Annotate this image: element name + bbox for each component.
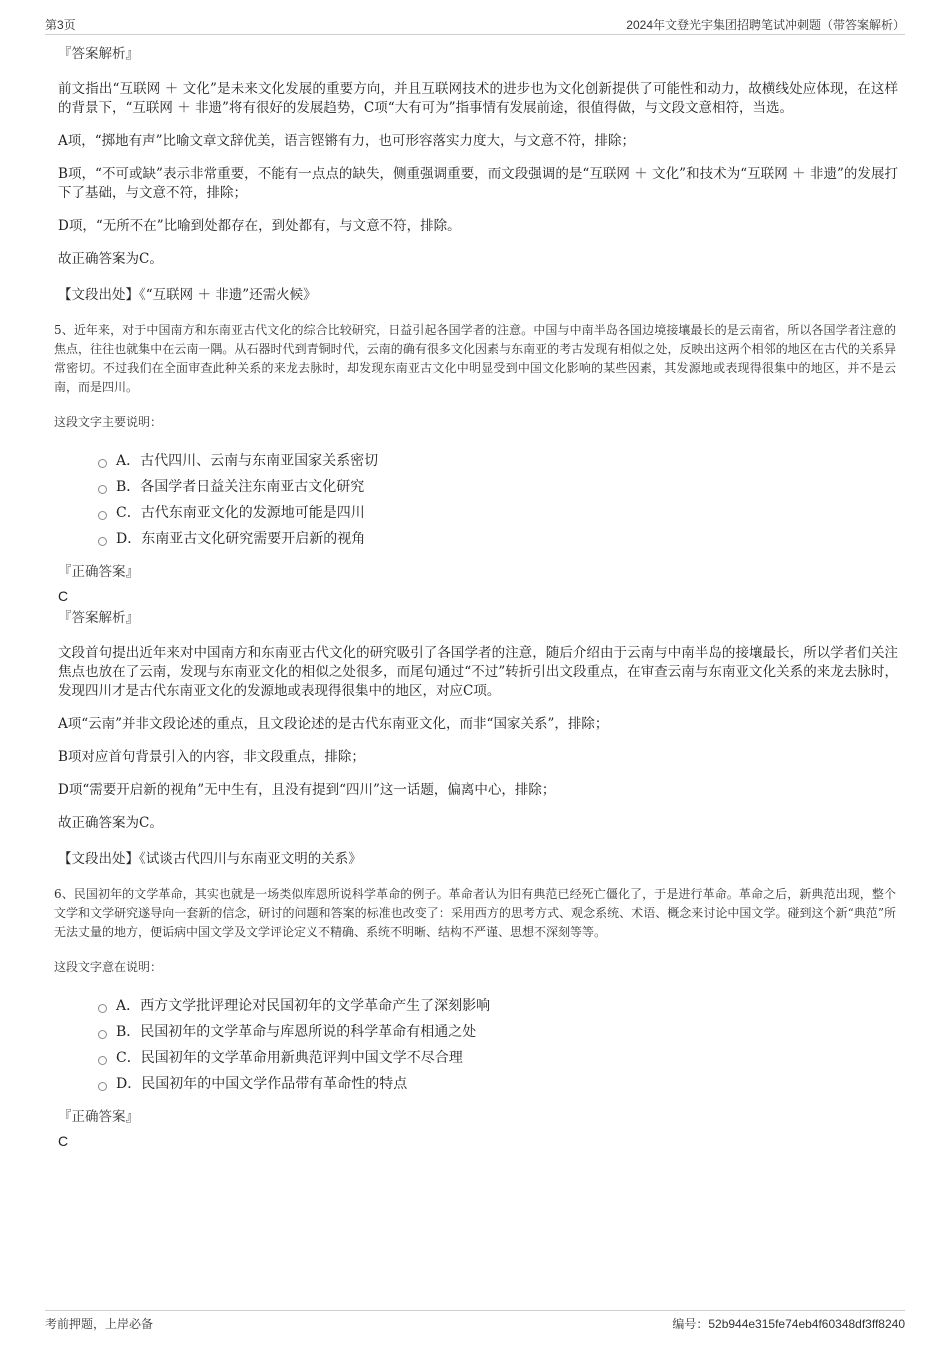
- question-5-options: [58, 448, 898, 552]
- passage-source: 【文段出处】《“互联网 ＋ 非遗”还需火候》: [58, 287, 317, 303]
- analysis-paragraph: 文段首句提出近年来对中国南方和东南亚古代文化的研究吸引了各国学者的注意，随后介绍由于云南与中南半岛的接壤最长，所以学者们关注焦点也放在了云南，发现与东南亚文化的相似之处很多，而尾句通过“不过”转折引出文段重点，在审查云南与东南亚文化关系的来龙去脉时，发现四川才是古代东南亚文化的发源地或表现得很集中的地区，对应C项。: [58, 645, 898, 699]
- analysis-paragraph: A项，“掷地有声”比喻文章文辞优美，语言铿锵有力，也可形容落实力度大，与文意不符，排除；: [58, 133, 636, 149]
- correct-answer: C: [58, 1133, 69, 1149]
- option-label: B．民国初年的文学革命与库恩所说的科学革命有相通之处: [116, 1024, 477, 1040]
- correct-answer: C: [58, 588, 69, 604]
- radio-icon[interactable]: [98, 537, 107, 546]
- option-label: C．民国初年的文学革命用新典范评判中国文学不尽合理: [116, 1050, 463, 1066]
- page-header: [45, 14, 905, 35]
- option-label: A．西方文学批评理论对民国初年的文学革命产生了深刻影响: [116, 998, 491, 1014]
- analysis-paragraph: 前文指出“互联网 ＋ 文化”是未来文化发展的重要方向，并且互联网技术的进步也为文化创新提供了可能性和动力，故横线处应体现，在这样的背景下，“互联网 ＋ 非遗”将有很好的发展趋势，C项“大有可为”指事情有发展前途，很值得做，与文段文意相符，当选。: [58, 81, 898, 116]
- analysis-title: 『答案解析』: [58, 46, 139, 62]
- option-label: D．民国初年的中国文学作品带有革命性的特点: [116, 1076, 408, 1092]
- option-c[interactable]: [58, 500, 898, 526]
- correct-answer-title: 『正确答案』: [58, 564, 139, 580]
- analysis-title: 『答案解析』: [58, 610, 139, 626]
- option-label: B．各国学者日益关注东南亚古文化研究: [116, 479, 365, 495]
- radio-icon[interactable]: [98, 1082, 107, 1091]
- radio-icon[interactable]: [98, 485, 107, 494]
- radio-icon[interactable]: [98, 1030, 107, 1039]
- option-c[interactable]: [58, 1045, 898, 1071]
- footer-slogan: 考前押题，上岸必备: [45, 1317, 154, 1331]
- analysis-paragraph: B项，“不可或缺”表示非常重要，不能有一点点的缺失，侧重强调重要，而文段强调的是“互联网 ＋ 文化”和技术为“互联网 ＋ 非遗”的发展打下了基础，与文意不符，排除；: [58, 166, 898, 201]
- analysis-paragraph: D项“需要开启新的视角”无中生有，且没有提到“四川”这一话题，偏离中心，排除；: [58, 782, 556, 798]
- option-label: A．古代四川、云南与东南亚国家关系密切: [116, 453, 379, 469]
- page-content: [54, 44, 898, 1153]
- question-6-text: 6、民国初年的文学革命，其实也就是一场类似库恩所说科学革命的例子。革命者认为旧有典范已经死亡僵化了，于是进行革命。革命之后，新典范出现，整个文学和文学研究遂导向一套新的信念，研讨的问题和答案的标准也改变了：采用西方的思考方式、观念系统、术语、概念来讨论中国文学。碰到这个新“典范”所无法丈量的地方，便诟病中国文学及文学评论定义不精确、系统不明晰、结构不严谨、思想不深刻等等。: [54, 887, 896, 939]
- passage-source: 【文段出处】《试谈古代四川与东南亚文明的关系》: [58, 851, 362, 867]
- analysis-paragraph: 故正确答案为C。: [58, 251, 163, 267]
- radio-icon[interactable]: [98, 1004, 107, 1013]
- analysis-paragraph: D项，“无所不在”比喻到处都存在，到处都有，与文意不符，排除。: [58, 218, 461, 234]
- analysis-paragraph: B项对应首句背景引入的内容，非文段重点，排除；: [58, 749, 365, 765]
- correct-answer-title: 『正确答案』: [58, 1109, 139, 1125]
- question-5-text: 5、近年来，对于中国南方和东南亚古代文化的综合比较研究，日益引起各国学者的注意。中国与中南半岛各国边境接壤最长的是云南省，所以各国学者注意的焦点，往往也就集中在云南一隅。从石器时代到青铜时代，云南的确有很多文化因素与东南亚的考古发现有相似之处，反映出这两个相邻的地区在古代的关系异常密切。不过我们在全面审查此种关系的来龙去脉时，却发现东南亚古文化中明显受到中国文化影响的某些因素，其发源地或表现得很集中的地区，并不是云南，而是四川。: [54, 323, 896, 394]
- option-d[interactable]: [58, 1071, 898, 1097]
- option-label: C．古代东南亚文化的发源地可能是四川: [116, 505, 365, 521]
- radio-icon[interactable]: [98, 1056, 107, 1065]
- document-title: 2024年文登光宇集团招聘笔试冲刺题（带答案解析）: [626, 18, 905, 32]
- question-5-prompt: 这段文字主要说明：: [54, 415, 163, 429]
- analysis-paragraph: 故正确答案为C。: [58, 815, 163, 831]
- option-a[interactable]: [58, 448, 898, 474]
- question-6-prompt: 这段文字意在说明：: [54, 960, 163, 974]
- option-b[interactable]: [58, 474, 898, 500]
- option-label: D．东南亚古文化研究需要开启新的视角: [116, 531, 366, 547]
- analysis-paragraph: A项“云南”并非文段论述的重点，且文段论述的是古代东南亚文化，而非“国家关系”，排除；: [58, 716, 609, 732]
- document-id: 编号：52b944e315fe74eb4f60348df3ff8240: [672, 1317, 905, 1331]
- page-number: 第3页: [45, 18, 76, 32]
- question-6-options: [58, 993, 898, 1097]
- radio-icon[interactable]: [98, 511, 107, 520]
- radio-icon[interactable]: [98, 459, 107, 468]
- option-d[interactable]: [58, 526, 898, 552]
- page-footer: [45, 1310, 905, 1335]
- option-a[interactable]: [58, 993, 898, 1019]
- option-b[interactable]: [58, 1019, 898, 1045]
